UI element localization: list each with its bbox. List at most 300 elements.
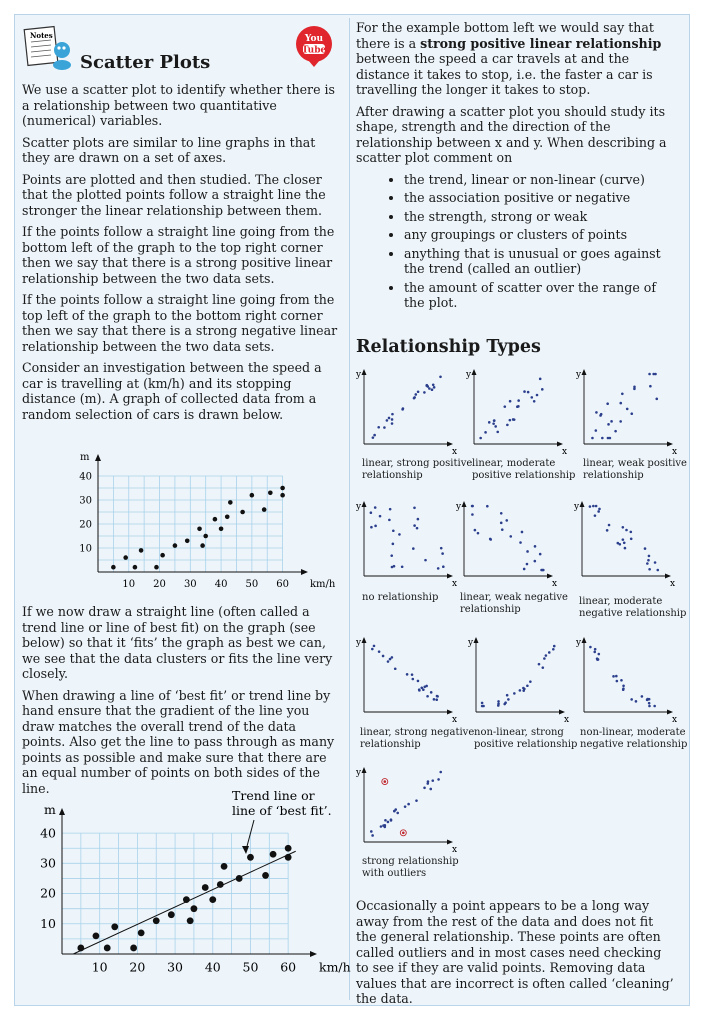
mini-point <box>433 386 436 389</box>
list-item: • any groupings or clusters of points <box>404 227 676 243</box>
mini-point <box>505 519 508 522</box>
mini-point <box>500 522 503 525</box>
x-tick-label: 20 <box>153 579 166 590</box>
investigation-paragraph: Consider an investigation between the speed a car is travelling at (km/h) and its stopping distance (m). A graph of collected data from a random selection of cars is drawn below. <box>22 360 322 422</box>
mini-x-label: x <box>552 579 558 589</box>
mini-point <box>430 691 433 694</box>
data-point <box>104 945 111 952</box>
intro-paragraph: We use a scatter plot to identify whether there is a relationship between two quantitative (numerical) variables. <box>22 82 336 128</box>
mini-point <box>633 386 636 389</box>
mini-y-label: y <box>576 638 582 648</box>
mini-y-label: y <box>356 502 362 512</box>
study-paragraph: After drawing a scatter plot you should study its shape, strength and the direction of the relationship between x and y. When describing a scatter plot comment on <box>356 103 667 165</box>
mini-point <box>387 821 390 824</box>
x-axis-arrow <box>301 569 308 575</box>
mini-point <box>374 506 377 509</box>
y-tick-label: 30 <box>40 855 56 871</box>
mini-point <box>646 562 649 565</box>
data-point <box>262 872 269 879</box>
mini-point <box>494 425 497 428</box>
mini-y-arrow <box>362 637 367 643</box>
mini-y-label: y <box>356 768 362 778</box>
x-tick-label: 10 <box>122 579 136 590</box>
mini-point <box>371 648 374 651</box>
mini-point <box>440 547 443 550</box>
mini-point <box>648 568 651 571</box>
relationship-caption: strong relationship with outliers <box>362 856 459 879</box>
relationship-plot-mp <box>466 368 572 458</box>
mini-point <box>539 378 542 381</box>
column-divider <box>349 18 350 1000</box>
mini-x-label: x <box>670 579 676 589</box>
mini-y-label: y <box>468 638 474 648</box>
mini-point <box>370 511 373 514</box>
y-axis-arrow <box>59 808 65 815</box>
mini-point <box>423 786 426 789</box>
mini-point <box>418 689 421 692</box>
negative-paragraph: If the points follow a straight line going from the top left of the graph to the bottom right corner then we say that there is a strong negative linear relationship between the two data sets. <box>22 292 338 354</box>
mini-point <box>432 383 435 386</box>
mini-point <box>507 698 510 701</box>
mini-point <box>614 430 617 433</box>
mini-point <box>411 673 414 676</box>
closeness-paragraph: Points are plotted and then studied. The closer that the plotted points follow a straight line the stronger the linear relationship between them. <box>22 171 326 218</box>
speed-stopping-chart <box>62 442 336 594</box>
mini-point <box>423 685 426 688</box>
mini-point <box>595 429 598 432</box>
left-column <box>22 82 338 428</box>
mini-point <box>437 567 440 570</box>
mini-point <box>647 559 650 562</box>
mini-point <box>389 658 392 661</box>
y-tick-label: 40 <box>79 471 92 483</box>
relationship-heading-wrap <box>356 337 541 357</box>
mini-point <box>625 529 628 532</box>
mini-point <box>623 541 626 544</box>
mini-point <box>593 651 596 654</box>
mini-point <box>612 675 615 678</box>
mini-point <box>393 810 396 813</box>
mini-x-arrow <box>667 442 673 447</box>
mini-point <box>526 684 529 687</box>
mini-point <box>608 524 611 527</box>
mini-point <box>471 505 474 508</box>
mini-point <box>433 698 436 701</box>
mini-x-arrow <box>447 574 453 579</box>
mini-point <box>519 541 522 544</box>
mini-point <box>372 436 375 439</box>
relationship-caption: non-linear, moderate negative relationship <box>580 727 688 750</box>
data-point <box>268 491 273 496</box>
data-point <box>219 527 224 532</box>
mini-point <box>382 655 385 658</box>
mini-point <box>534 545 537 548</box>
relationship-caption: linear, weak negative relationship <box>460 592 568 615</box>
data-point <box>213 517 218 522</box>
relationship-plot-curveDown <box>576 636 682 726</box>
data-point <box>280 486 285 491</box>
data-point <box>191 905 198 912</box>
mini-point <box>371 834 374 837</box>
relationship-plot-wn <box>456 500 562 590</box>
mini-point <box>653 705 656 708</box>
mini-point <box>644 547 647 550</box>
data-point <box>133 565 138 570</box>
data-point <box>185 539 190 544</box>
data-point <box>209 896 216 903</box>
mini-point <box>377 426 380 429</box>
mini-point <box>526 563 529 566</box>
trend-line-chart <box>34 786 351 980</box>
mini-point <box>526 550 529 553</box>
relationship-caption: linear, moderate negative relationship <box>579 596 687 619</box>
mini-point <box>493 419 496 422</box>
mini-point <box>635 700 638 703</box>
mini-point <box>538 663 541 666</box>
mini-point <box>521 531 524 534</box>
mini-point <box>539 553 542 556</box>
mini-point <box>479 437 482 440</box>
relationship-plot-none <box>356 500 462 590</box>
mini-point <box>441 552 444 555</box>
mini-point <box>373 645 376 648</box>
mini-point <box>401 565 404 568</box>
x-tick-label: 10 <box>91 959 108 975</box>
data-point <box>183 896 190 903</box>
x-axis-label: km/h <box>310 579 336 590</box>
mini-point <box>388 519 391 522</box>
mini-point <box>506 694 509 697</box>
data-point <box>187 917 194 924</box>
mini-point <box>619 402 622 405</box>
mini-point <box>534 560 537 563</box>
example-paragraph: For the example bottom left we would say that there is a strong positive linear relationship between the speed a car travels at and the distance it takes to stop, i.e. the faster a car is travelling the longer it takes to stop. <box>356 20 662 97</box>
mini-point <box>401 408 404 411</box>
mini-x-label: x <box>452 447 458 457</box>
mini-point <box>517 405 520 408</box>
mini-point <box>481 702 484 705</box>
mini-point <box>536 394 539 397</box>
mini-point <box>541 666 544 669</box>
mini-point <box>615 675 618 678</box>
mini-point <box>404 805 407 808</box>
mini-point <box>626 408 629 411</box>
mini-point <box>496 431 499 434</box>
mini-point <box>504 701 507 704</box>
best-fit-paragraph: When drawing a line of ‘best fit’ or trend line by hand ensure that the gradient of the line you draw matches the overall trend of the data points. Also get the line to pass through as many points as possible and make sure that there are an equal number of points on both sides of the line. <box>22 687 335 796</box>
mini-y-arrow <box>362 369 367 375</box>
mini-x-arrow <box>447 840 453 845</box>
outlier-point <box>402 832 405 835</box>
mini-point <box>426 782 429 785</box>
data-point <box>247 854 254 861</box>
data-point <box>111 923 118 930</box>
youtube-icon[interactable] <box>294 24 334 68</box>
data-point <box>280 493 285 498</box>
mini-point <box>545 654 548 657</box>
relationship-highlight: strong positive linear relationship <box>420 35 662 51</box>
mini-point <box>523 390 526 393</box>
mini-y-label: y <box>456 502 462 512</box>
x-tick-label: 20 <box>129 959 146 975</box>
mini-point <box>417 518 420 521</box>
mini-point <box>594 514 597 517</box>
data-point <box>111 565 116 570</box>
mini-point <box>616 680 619 683</box>
mini-point <box>548 651 551 654</box>
mini-x-arrow <box>557 442 563 447</box>
mini-point <box>407 803 410 806</box>
mini-point <box>543 657 546 660</box>
mini-point <box>619 420 622 423</box>
mini-point <box>378 650 381 653</box>
x-tick-label: 60 <box>276 579 289 590</box>
mini-point <box>389 508 392 511</box>
mini-point <box>591 437 594 440</box>
y-axis-label: m <box>44 802 56 817</box>
mini-point <box>600 413 603 416</box>
mini-y-arrow <box>582 637 587 643</box>
mini-point <box>529 680 532 683</box>
mini-point <box>630 698 633 701</box>
relationship-plot-mn <box>574 500 680 590</box>
mini-point <box>598 508 601 511</box>
annotation-pointer <box>246 820 254 850</box>
relationship-caption: non-linear, strong positive relationship <box>474 727 578 750</box>
mini-point <box>606 402 609 405</box>
mini-point <box>609 437 612 440</box>
mini-point <box>517 399 520 402</box>
mini-point <box>398 533 401 536</box>
relationship-caption: linear, strong negative relationship <box>360 727 475 750</box>
outliers-paragraph: Occasionally a point appears to be a long way away from the rest of the data and does not fit the general relationship. These points are often called outliers and in most cases need checking to see if they are valid points. Removing data values that are incorrect is often called ‘cleaning’ the data. <box>356 898 674 1006</box>
mini-point <box>373 434 376 437</box>
mini-point <box>553 645 556 648</box>
mini-point <box>424 559 427 562</box>
x-axis-label: km/h <box>319 959 351 975</box>
relationship-caption: no relationship <box>362 592 439 603</box>
mini-point <box>416 527 419 530</box>
relationship-plot-outlier <box>356 766 462 856</box>
mini-point <box>383 426 386 429</box>
relationship-types-heading: Relationship Types <box>356 337 541 357</box>
right-column <box>356 20 676 314</box>
relationship-plot-curveUp <box>468 636 574 726</box>
mini-point <box>522 689 525 692</box>
y-tick-label: 10 <box>79 543 92 555</box>
mini-point <box>379 515 382 518</box>
mini-point <box>506 424 509 427</box>
data-point <box>228 500 233 505</box>
mini-point <box>412 547 415 550</box>
y-tick-label: 10 <box>40 915 56 931</box>
mini-y-arrow <box>582 369 587 375</box>
list-item: • the association positive or negative <box>404 190 676 206</box>
mini-point <box>620 679 623 682</box>
mini-y-arrow <box>474 637 479 643</box>
mini-point <box>413 396 416 399</box>
mini-point <box>648 373 651 376</box>
y-tick-label: 20 <box>40 885 56 901</box>
mini-point <box>497 704 500 707</box>
data-point <box>240 510 245 515</box>
mini-point <box>622 685 625 688</box>
mini-point <box>436 695 439 698</box>
mini-point <box>601 437 604 440</box>
mini-point <box>656 569 659 572</box>
mini-point <box>414 393 417 396</box>
mini-x-arrow <box>447 442 453 447</box>
mini-point <box>426 384 429 387</box>
list-item: • the strength, strong or weak <box>404 209 676 225</box>
mini-point <box>429 788 432 791</box>
page-title: Scatter Plots <box>80 52 211 73</box>
data-point <box>202 884 209 891</box>
mini-point <box>374 525 377 528</box>
mini-point <box>426 695 429 698</box>
data-point <box>160 553 165 558</box>
mini-point <box>618 543 621 546</box>
data-point <box>203 534 208 539</box>
mini-point <box>589 646 592 649</box>
mini-point <box>595 505 598 508</box>
mini-point <box>646 698 649 701</box>
y-tick-label: 30 <box>79 495 92 507</box>
mini-point <box>598 653 601 656</box>
mini-y-arrow <box>362 501 367 507</box>
notes-label: Notes <box>30 31 53 40</box>
positive-paragraph: If the points follow a straight line going from the bottom left of the graph to the top right corner then we say that there is a strong positive linear relationship between the two data sets. <box>22 224 335 286</box>
relationship-caption: linear, strong positive relationship <box>362 458 473 481</box>
mini-y-arrow <box>472 369 477 375</box>
data-point <box>217 881 224 888</box>
mini-point <box>607 423 610 426</box>
data-point <box>153 917 160 924</box>
x-tick-label: 60 <box>280 959 297 975</box>
mini-point <box>412 678 415 681</box>
mini-point <box>641 695 644 698</box>
mini-point <box>370 830 373 833</box>
data-point <box>154 565 159 570</box>
mini-point <box>390 819 393 822</box>
y-axis-arrow <box>95 454 101 461</box>
x-tick-label: 50 <box>245 579 259 590</box>
mini-point <box>390 554 393 557</box>
mini-y-arrow <box>362 767 367 773</box>
data-point <box>225 515 230 520</box>
mini-point <box>370 526 373 529</box>
mini-point <box>630 412 633 415</box>
y-tick-label: 40 <box>40 825 56 841</box>
mini-point <box>474 529 477 532</box>
mini-point <box>384 819 387 822</box>
mini-point <box>610 420 613 423</box>
data-point <box>130 945 137 952</box>
comment-list <box>356 172 676 311</box>
mini-point <box>621 392 624 395</box>
mini-point <box>391 566 394 569</box>
annotation-arrowhead <box>242 846 249 854</box>
mini-y-label: y <box>356 370 362 380</box>
list-item: • the amount of scatter over the range of the plot. <box>404 280 676 311</box>
mini-point <box>484 431 487 434</box>
data-point <box>138 929 145 936</box>
mini-x-label: x <box>452 579 458 589</box>
mini-point <box>396 812 399 815</box>
mini-point <box>437 778 440 781</box>
mini-point <box>552 648 555 651</box>
mini-x-label: x <box>452 715 458 725</box>
mini-point <box>509 535 512 538</box>
annotation-line1: Trend line or <box>232 788 315 803</box>
mini-point <box>594 648 597 651</box>
data-point <box>197 527 202 532</box>
mini-point <box>386 419 389 422</box>
x-tick-label: 30 <box>183 579 197 590</box>
relationship-caption: linear, moderate positive relationship <box>472 458 576 481</box>
mini-point <box>509 419 512 422</box>
x-tick-label: 50 <box>242 959 259 975</box>
mini-point <box>606 529 609 532</box>
mini-point <box>649 385 652 388</box>
mini-point <box>648 705 651 708</box>
mini-point <box>500 512 503 515</box>
data-point <box>123 555 128 560</box>
mini-point <box>655 398 658 401</box>
x-axis-arrow <box>310 951 317 957</box>
x-tick-label: 30 <box>167 959 184 975</box>
mini-point <box>488 421 491 424</box>
data-point <box>168 911 175 918</box>
data-point <box>77 945 84 952</box>
mini-point <box>624 547 627 550</box>
mini-point <box>652 373 655 376</box>
mini-y-label: y <box>574 502 580 512</box>
mini-point <box>417 680 420 683</box>
mini-point <box>592 505 595 508</box>
list-item: • the trend, linear or non-linear (curve) <box>404 172 676 188</box>
annotation-line2: line of ‘best fit’. <box>232 803 332 818</box>
outliers-section <box>356 898 676 1013</box>
mini-x-arrow <box>559 710 565 715</box>
mini-point <box>435 698 438 701</box>
mini-x-label: x <box>672 715 678 725</box>
mini-point <box>391 418 394 421</box>
mini-point <box>513 692 516 695</box>
outlier-point <box>384 780 387 783</box>
mini-point <box>423 391 426 394</box>
y-axis-label: m <box>80 452 90 463</box>
mini-point <box>595 411 598 414</box>
mini-x-label: x <box>672 447 678 457</box>
mini-point <box>630 531 633 534</box>
mini-point <box>622 538 625 541</box>
data-point <box>200 543 205 548</box>
mini-point <box>509 400 512 403</box>
trend-line-paragraph: If we now draw a straight line (often called a trend line or line of best fit) on the graph (see below) so that it ‘fits’ the graph as best we can, we see that the data clusters or fits the line very closely. <box>22 604 333 681</box>
youtube-text-top: You <box>304 34 324 44</box>
mini-point <box>589 505 592 508</box>
mini-x-label: x <box>562 447 568 457</box>
mini-y-arrow <box>462 501 467 507</box>
data-point <box>262 507 267 512</box>
mini-point <box>442 565 445 568</box>
mini-point <box>622 526 625 529</box>
youtube-text-bottom: Tube <box>301 45 327 56</box>
data-point <box>93 932 100 939</box>
mini-point <box>394 667 397 670</box>
mini-point <box>439 771 442 774</box>
